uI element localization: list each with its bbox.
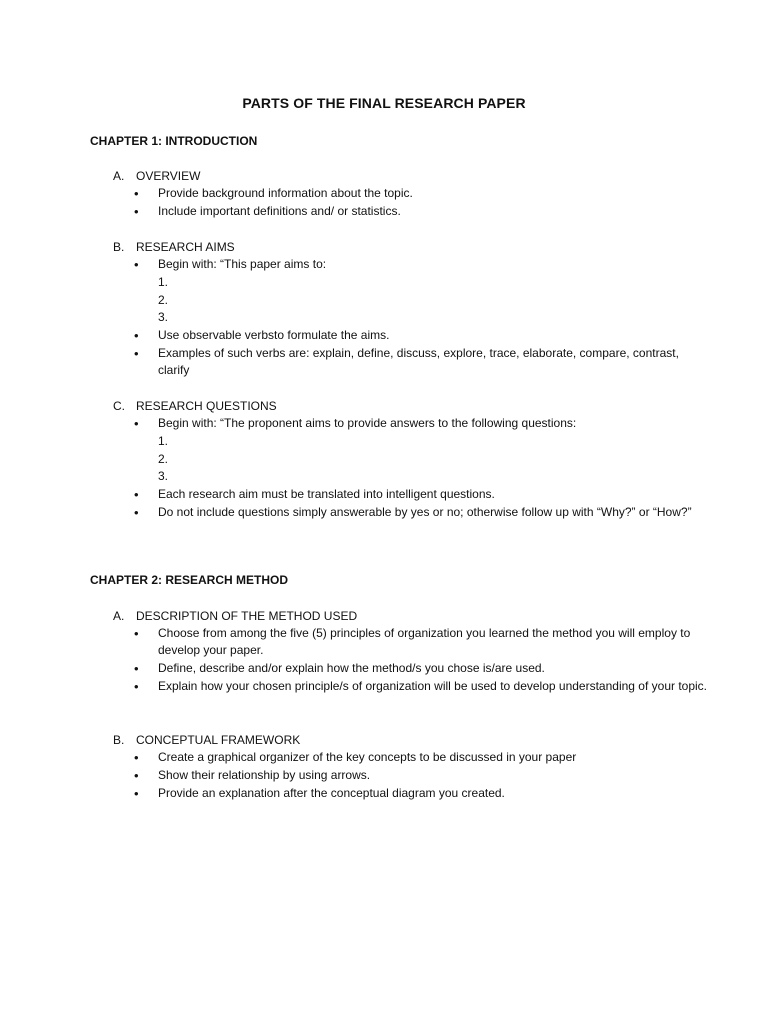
bullet-item (113, 256, 713, 273)
numbered-item: 1. (158, 275, 169, 289)
numbered-list (113, 433, 713, 486)
bullet-list (113, 486, 713, 521)
section-method (113, 607, 713, 696)
numbered-item: 3. (158, 469, 169, 483)
section-letter: A. (113, 169, 125, 183)
section-letter: B. (113, 240, 125, 254)
bullet-list (113, 749, 713, 802)
section-letter: B. (113, 733, 125, 747)
section-letter: A. (113, 609, 125, 623)
section-heading (113, 397, 713, 415)
bullet-item: • Show their relationship by using arrows. (113, 767, 713, 784)
bullet-item: • Provide an explanation after the conceptual diagram you created. (113, 785, 713, 802)
section-heading (113, 607, 713, 625)
bullet-item: • Do not include questions simply answerable by yes or no; otherwise follow up with “Why?” or “How?” (113, 504, 713, 521)
bullet-list (113, 415, 713, 432)
numbered-item: 3. (158, 310, 169, 324)
bullet-item: • Define, describe and/or explain how the method/s you chose is/are used. (113, 660, 713, 677)
section-title: RESEARCH QUESTIONS (136, 399, 277, 413)
bullet-item: • Explain how your chosen principle/s of organization will be used to develop understanding of your topic. (113, 678, 713, 695)
section-heading (113, 167, 713, 185)
bullet-item: • Choose from among the five (5) principles of organization you learned the method you will employ to develop your paper. (113, 625, 713, 659)
bullet-list (113, 327, 713, 379)
bullet-text: Begin with: “This paper aims to: (158, 257, 327, 271)
bullet-item: • Use observable verbsto formulate the aims. (113, 327, 713, 344)
numbered-item: 1. (158, 434, 169, 448)
section-heading (113, 731, 713, 749)
section-overview (113, 167, 713, 221)
numbered-item: 2. (158, 451, 169, 466)
section-title: RESEARCH AIMS (136, 240, 235, 254)
bullet-list (113, 625, 713, 695)
bullet-item: • Begin with: “The proponent aims to provide answers to the following questions: (113, 415, 713, 432)
section-conceptual-framework (113, 731, 713, 803)
chapter-1-heading: CHAPTER 1: INTRODUCTION (90, 134, 258, 148)
section-heading (113, 238, 713, 256)
section-title: DESCRIPTION OF THE METHOD USED (136, 609, 358, 623)
section-title: OVERVIEW (136, 169, 201, 183)
bullet-list (113, 256, 713, 273)
bullet-item: • Create a graphical organizer of the key concepts to be discussed in your paper (113, 749, 713, 766)
chapter-2-heading: CHAPTER 2: RESEARCH METHOD (90, 573, 289, 587)
numbered-item: 2. (158, 292, 169, 307)
bullet-item: • Provide background information about the topic. (113, 185, 713, 202)
bullet-item: • Each research aim must be translated into intelligent questions. (113, 486, 713, 503)
section-research-questions (113, 397, 713, 522)
numbered-list (113, 274, 713, 327)
section-letter: C. (113, 399, 125, 413)
bullet-list (113, 185, 713, 220)
bullet-item: • Examples of such verbs are: explain, define, discuss, explore, trace, elaborate, compare, contrast, clarify (113, 345, 713, 379)
section-title: CONCEPTUAL FRAMEWORK (136, 733, 301, 747)
bullet-item: • Include important definitions and/ or statistics. (113, 203, 713, 220)
section-research-aims (113, 238, 713, 380)
page-title: PARTS OF THE FINAL RESEARCH PAPER (242, 95, 526, 111)
